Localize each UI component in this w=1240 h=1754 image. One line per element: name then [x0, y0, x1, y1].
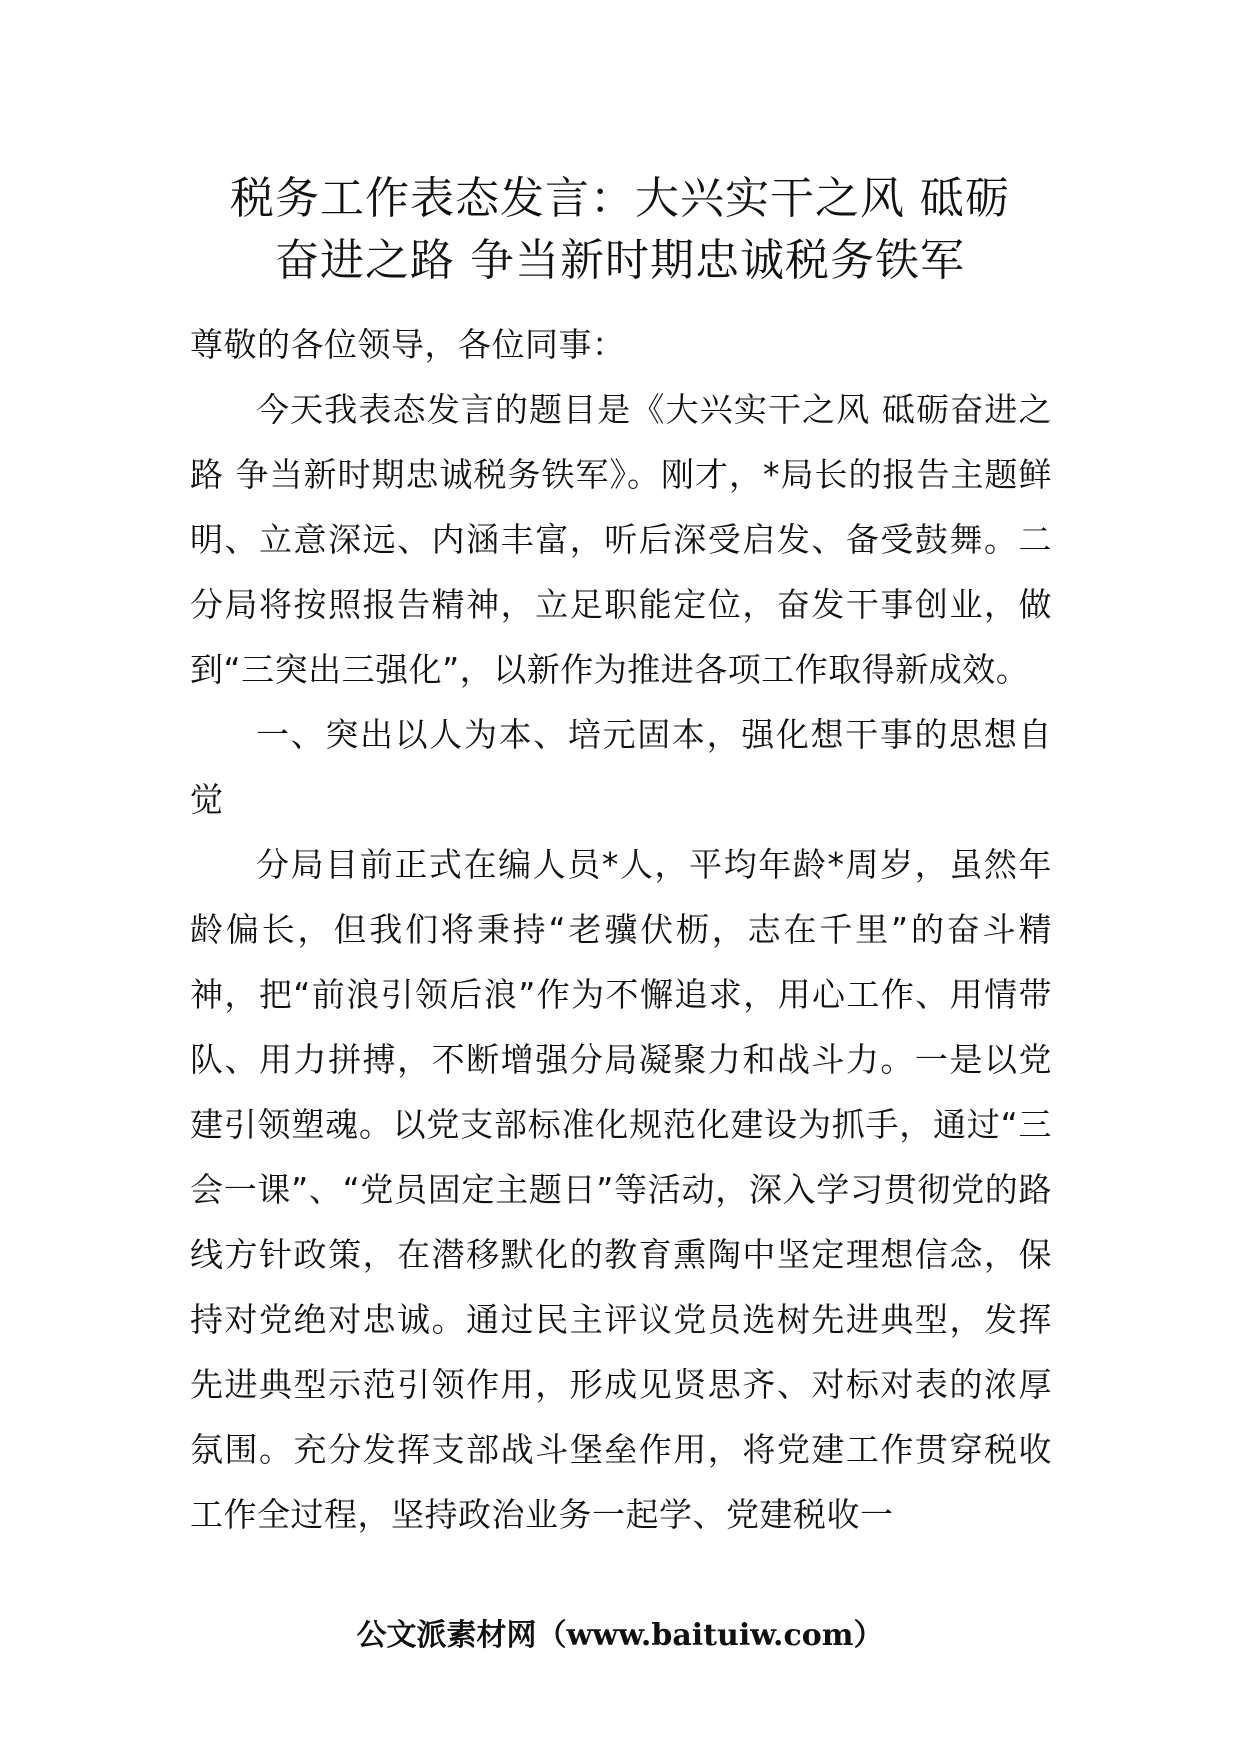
footer-watermark: 公文派素材网（www.baituiw.com） [356, 1618, 884, 1653]
document-body [190, 312, 1052, 1547]
paragraph-section-1: 分局目前正式在编人员*人，平均年龄*周岁，虽然年龄偏长，但我们将秉持“老骥伏枥，志在千里”的奋斗精神，把“前浪引领后浪”作为不懈追求，用心工作、用情带队、用力拼搏，不断增强分局凝聚力和战斗力。一是以党建引领塑魂。以党支部标准化规范化建设为抓手，通过“三会一课”、“党员固定主题日”等活动，深入学习贯彻党的路线方针政策，在潜移默化的教育熏陶中坚定理想信念，保持对党绝对忠诚。通过民主评议党员选树先进典型，发挥先进典型示范引领作用，形成见贤思齐、对标对表的浓厚氛围。充分发挥支部战斗堡垒作用，将党建工作贯穿税收工作全过程，坚持政治业务一起学、党建税收一 [190, 845, 1052, 1534]
document-title [190, 168, 1050, 292]
section-heading-1: 一、突出以人为本、培元固本，强化想干事的思想自觉 [190, 715, 1052, 819]
paragraph-intro: 今天我表态发言的题目是《大兴实干之风 砥砺奋进之路 争当新时期忠诚税务铁军》。刚才，*局长的报告主题鲜明、立意深远、内涵丰富，听后深受启发、备受鼓舞。二分局将按照报告精神，立足职能定位，奋发干事创业，做到“三突出三强化”，以新作为推进各项工作取得新成效。 [190, 390, 1052, 689]
title-line-2: 奋进之路 争当新时期忠诚税务铁军 [275, 235, 965, 286]
title-line-1: 税务工作表态发言：大兴实干之风 砥砺 [230, 173, 1010, 224]
salutation: 尊敬的各位领导，各位同事： [190, 325, 626, 364]
